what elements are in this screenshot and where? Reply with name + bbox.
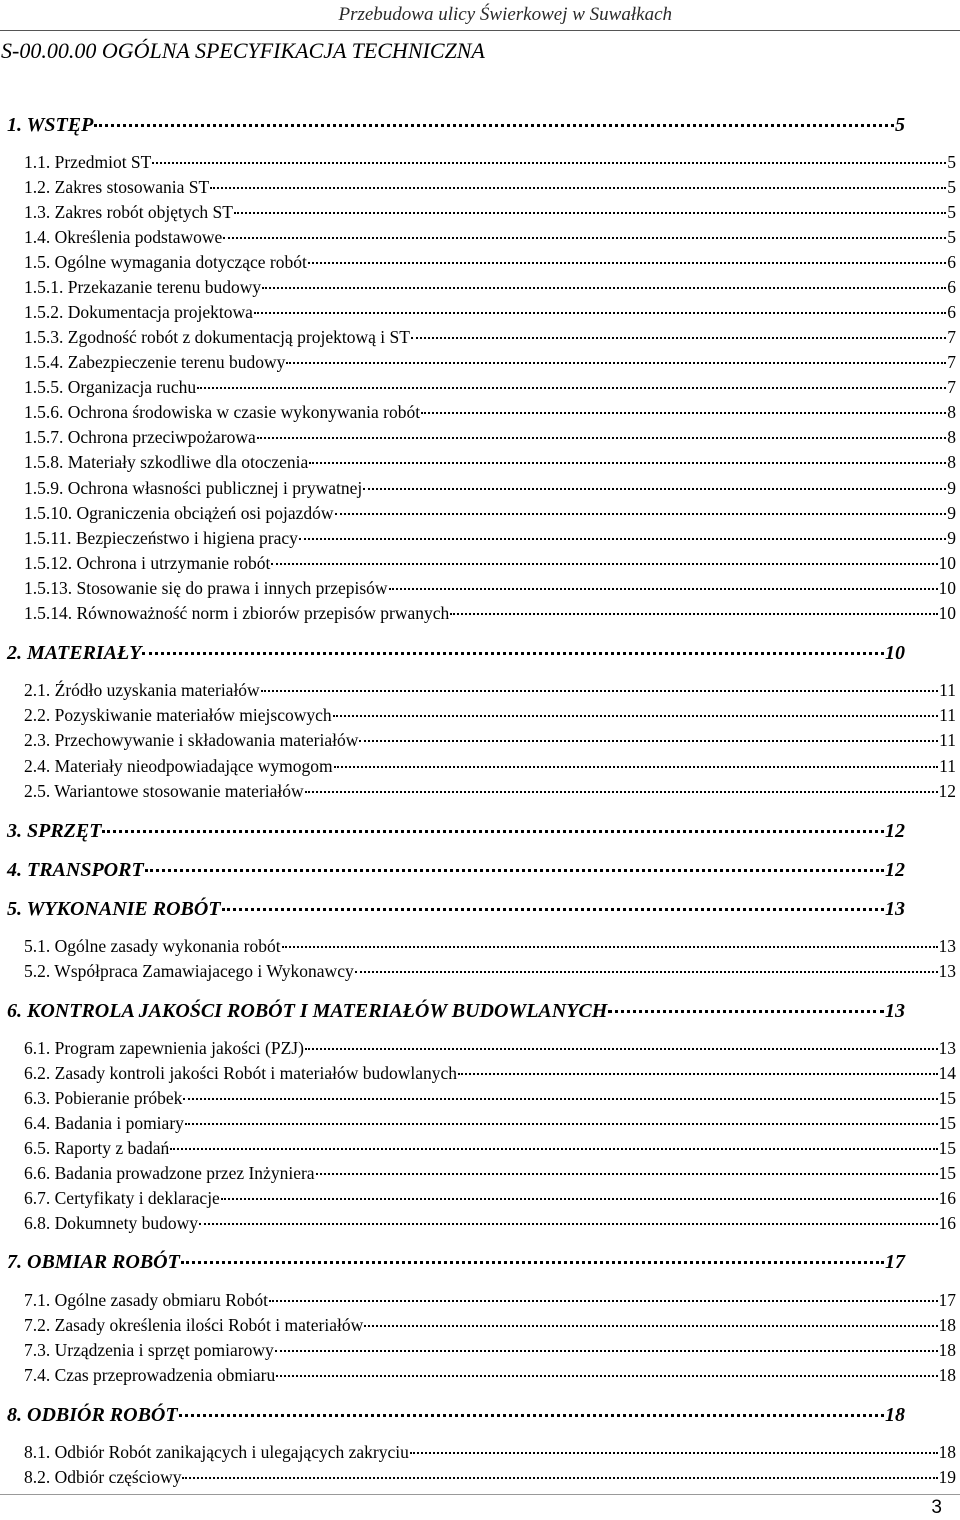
toc-leader-dots [170, 1148, 937, 1150]
toc-entry-page: 13 [938, 1038, 956, 1058]
toc-entry-title: 1.5.9. Ochrona własności publicznej i prywatnej [24, 478, 363, 498]
toc-entry-title: 6.4. Badania i pomiary [24, 1113, 184, 1133]
toc-entry-page: 16 [938, 1188, 956, 1208]
toc-entry[interactable] [24, 1063, 956, 1087]
toc-entry-title: 6.1. Program zapewnienia jakości (PZJ) [24, 1038, 304, 1058]
toc-entry[interactable] [24, 1188, 956, 1212]
toc-entry-page: 11 [939, 680, 956, 700]
toc-entry-page: 11 [939, 756, 956, 776]
toc-entry-page: 18 [938, 1442, 956, 1462]
toc-entry[interactable] [24, 680, 956, 704]
toc-entry[interactable] [24, 705, 956, 729]
toc-leader-dots [316, 1173, 938, 1175]
toc-entry-page: 7 [947, 327, 956, 347]
toc-entry-title: 2.3. Przechowywanie i składowania materiałów [24, 730, 359, 750]
toc-entry-title: 1.5.7. Ochrona przeciwpożarowa [24, 427, 256, 447]
toc-entry-page: 6 [947, 277, 956, 297]
toc-entry-title: 6.5. Raporty z badań [24, 1138, 170, 1158]
toc-entry-page: 6 [947, 252, 956, 272]
toc-entry-title: 2. MATERIAŁY [7, 642, 142, 664]
toc-entry[interactable] [24, 1365, 956, 1389]
toc-leader-dots [421, 412, 946, 414]
toc-leader-dots [308, 262, 946, 264]
toc-entry-title: 7. OBMIAR ROBÓT [7, 1251, 180, 1273]
toc-entry-page: 15 [938, 1163, 956, 1183]
toc-entry-page: 18 [885, 1404, 905, 1426]
document-title: S-00.00.00 OGÓLNA SPECYFIKACJA TECHNICZNA [1, 38, 485, 63]
toc-entry-page: 17 [938, 1290, 956, 1310]
toc-leader-dots [335, 513, 947, 515]
toc-leader-dots [276, 1375, 937, 1377]
toc-entry-title: 1.3. Zakres robót objętych ST [24, 202, 233, 222]
toc-entry-title: 2.2. Pozyskiwanie materiałów miejscowych [24, 705, 332, 725]
toc-entry-page: 8 [947, 402, 956, 422]
toc-leader-dots [152, 162, 946, 164]
toc-entry-page: 14 [938, 1063, 956, 1083]
toc-entry-title: 1.5.12. Ochrona i utrzymanie robót [24, 553, 271, 573]
toc-entry-title: 1.5.6. Ochrona środowiska w czasie wykonywania robót [24, 402, 421, 422]
toc-leader-dots [282, 946, 938, 948]
toc-chapter-entry[interactable] [7, 1000, 905, 1023]
toc-entry-title: 1. WSTĘP [7, 114, 94, 136]
toc-entry-page: 18 [938, 1315, 956, 1335]
toc-leader-dots [334, 766, 939, 768]
toc-leader-dots [410, 1452, 938, 1454]
toc-leader-dots [363, 488, 946, 490]
toc-entry-page: 17 [885, 1251, 905, 1273]
toc-entry-page: 15 [938, 1138, 956, 1158]
toc-entry[interactable] [24, 252, 956, 276]
toc-entry-title: 1.5.3. Zgodność robót z dokumentacją projektową i ST [24, 327, 410, 347]
toc-entry-page: 13 [885, 898, 905, 920]
toc-entry-title: 6.7. Certyfikaty i deklaracje [24, 1188, 220, 1208]
toc-entry-title: 1.2. Zakres stosowania ST [24, 177, 210, 197]
toc-entry[interactable] [24, 327, 956, 351]
toc-leader-dots [271, 563, 937, 565]
toc-entry-page: 5 [947, 227, 956, 247]
toc-leader-dots [223, 237, 946, 239]
toc-leader-dots [142, 652, 884, 655]
toc-entry-title: 7.1. Ogólne zasady obmiaru Robót [24, 1290, 268, 1310]
toc-entry[interactable] [24, 603, 956, 627]
toc-leader-dots [305, 791, 938, 793]
toc-entry-page: 13 [938, 936, 956, 956]
toc-entry-page: 9 [947, 528, 956, 548]
toc-entry-title: 1.5.8. Materiały szkodliwe dla otoczenia [24, 452, 309, 472]
toc-entry[interactable] [24, 1038, 956, 1062]
toc-entry-title: 8.1. Odbiór Robót zanikających i ulegających zakryciu [24, 1442, 409, 1462]
toc-entry[interactable] [24, 1163, 956, 1187]
toc-entry-page: 12 [885, 820, 905, 842]
toc-chapter-entry[interactable] [7, 859, 905, 882]
toc-leader-dots [450, 613, 937, 615]
toc-leader-dots [102, 830, 884, 833]
toc-leader-dots [364, 1325, 937, 1327]
toc-entry[interactable] [24, 377, 956, 401]
toc-entry[interactable] [24, 227, 956, 251]
toc-entry-page: 9 [947, 478, 956, 498]
header-divider [0, 30, 960, 31]
toc-entry-page: 10 [938, 603, 956, 623]
toc-entry-page: 5 [947, 152, 956, 172]
toc-leader-dots [222, 908, 884, 911]
toc-entry-page: 7 [947, 377, 956, 397]
toc-entry-title: 1.5.5. Organizacja ruchu [24, 377, 197, 397]
toc-entry-page: 18 [938, 1365, 956, 1385]
toc-leader-dots [182, 1477, 937, 1479]
toc-entry-page: 13 [885, 1000, 905, 1022]
toc-entry-page: 9 [947, 503, 956, 523]
toc-entry-title: 6.6. Badania prowadzone przez Inżyniera [24, 1163, 315, 1183]
toc-leader-dots [262, 287, 946, 289]
toc-leader-dots [210, 187, 946, 189]
toc-entry-page: 18 [938, 1340, 956, 1360]
toc-entry[interactable] [24, 478, 956, 502]
toc-entry-page: 11 [939, 730, 956, 750]
toc-entry[interactable] [24, 1315, 956, 1339]
toc-entry-title: 2.5. Wariantowe stosowanie materiałów [24, 781, 304, 801]
toc-entry[interactable] [24, 961, 956, 985]
toc-leader-dots [221, 1198, 938, 1200]
toc-entry-title: 1.5. Ogólne wymagania dotyczące robót [24, 252, 307, 272]
toc-entry[interactable] [24, 1113, 956, 1137]
toc-leader-dots [257, 437, 946, 439]
running-header: Przebudowa ulicy Świerkowej w Suwałkach [338, 4, 672, 25]
toc-entry-title: 1.5.1. Przekazanie terenu budowy [24, 277, 262, 297]
toc-leader-dots [359, 740, 938, 742]
toc-entry[interactable] [24, 1290, 956, 1314]
toc-leader-dots [305, 1048, 938, 1050]
toc-entry-page: 6 [947, 302, 956, 322]
toc-leader-dots [183, 1098, 937, 1100]
toc-entry[interactable] [24, 277, 956, 301]
toc-chapter-entry[interactable] [7, 114, 905, 137]
toc-entry-title: 6. KONTROLA JAKOŚCI ROBÓT I MATERIAŁÓW BUDOWLANYCH [7, 1000, 608, 1022]
toc-chapter-entry[interactable] [7, 820, 905, 843]
toc-entry[interactable] [24, 352, 956, 376]
toc-entry-title: 1.5.10. Ograniczenia obciążeń osi pojazdów [24, 503, 334, 523]
toc-leader-dots [199, 1223, 937, 1225]
toc-entry-page: 19 [938, 1467, 956, 1487]
toc-entry-page: 8 [947, 452, 956, 472]
toc-entry-title: 1.5.4. Zabezpieczenie terenu budowy [24, 352, 286, 372]
toc-leader-dots [197, 387, 946, 389]
toc-leader-dots [299, 538, 946, 540]
toc-leader-dots [608, 1010, 884, 1013]
toc-entry-title: 1.5.11. Bezpieczeństwo i higiena pracy [24, 528, 298, 548]
toc-entry-title: 8. ODBIÓR ROBÓT [7, 1404, 178, 1426]
toc-entry-title: 1.5.13. Stosowanie się do prawa i innych przepisów [24, 578, 388, 598]
toc-entry-title: 7.2. Zasady określenia ilości Robót i materiałów [24, 1315, 364, 1335]
toc-entry-title: 7.4. Czas przeprowadzenia obmiaru [24, 1365, 276, 1385]
toc-entry[interactable] [24, 302, 956, 326]
toc-entry[interactable] [24, 1340, 956, 1364]
toc-entry-page: 10 [885, 642, 905, 664]
toc-entry[interactable] [24, 1088, 956, 1112]
toc-entry-page: 5 [947, 177, 956, 197]
toc-leader-dots [309, 462, 946, 464]
toc-leader-dots [458, 1073, 937, 1075]
toc-leader-dots [411, 337, 946, 339]
toc-entry-title: 1.1. Przedmiot ST [24, 152, 152, 172]
toc-leader-dots [181, 1261, 884, 1264]
toc-chapter-entry[interactable] [7, 642, 905, 665]
toc-leader-dots [234, 212, 946, 214]
toc-entry[interactable] [24, 503, 956, 527]
toc-entry[interactable] [24, 402, 956, 426]
toc-entry[interactable] [24, 936, 956, 960]
toc-entry-page: 5 [947, 202, 956, 222]
toc-entry[interactable] [24, 781, 956, 805]
toc-entry-title: 4. TRANSPORT [7, 859, 144, 881]
toc-entry-title: 3. SPRZĘT [7, 820, 102, 842]
toc-entry-page: 10 [938, 553, 956, 573]
toc-entry-title: 6.3. Pobieranie próbek [24, 1088, 183, 1108]
toc-entry-title: 1.5.14. Równoważność norm i zbiorów przepisów prwanych [24, 603, 450, 623]
toc-entry-page: 12 [938, 781, 956, 801]
toc-entry[interactable] [24, 756, 956, 780]
toc-entry-page: 13 [938, 961, 956, 981]
toc-entry[interactable] [24, 1442, 956, 1466]
toc-entry-page: 5 [895, 114, 905, 136]
page-number: 3 [931, 1497, 942, 1518]
toc-chapter-entry[interactable] [7, 898, 905, 921]
toc-entry-page: 7 [947, 352, 956, 372]
toc-entry[interactable] [24, 452, 956, 476]
toc-entry[interactable] [24, 553, 956, 577]
toc-entry-title: 1.5.2. Dokumentacja projektowa [24, 302, 253, 322]
toc-entry-title: 1.4. Określenia podstawowe [24, 227, 223, 247]
toc-entry-title: 5. WYKONANIE ROBÓT [7, 898, 221, 920]
toc-entry[interactable] [24, 1213, 956, 1237]
toc-chapter-entry[interactable] [7, 1251, 905, 1274]
toc-entry-title: 6.8. Dokumnety budowy [24, 1213, 199, 1233]
toc-leader-dots [185, 1123, 938, 1125]
toc-leader-dots [355, 971, 938, 973]
toc-entry-title: 5.1. Ogólne zasady wykonania robót [24, 936, 281, 956]
toc-entry[interactable] [24, 528, 956, 552]
toc-entry-page: 10 [938, 578, 956, 598]
toc-leader-dots [286, 362, 946, 364]
toc-entry[interactable] [24, 152, 956, 176]
toc-entry[interactable] [24, 1467, 956, 1491]
toc-entry-title: 5.2. Współpraca Zamawiajacego i Wykonawcy [24, 961, 354, 981]
toc-entry[interactable] [24, 202, 956, 226]
toc-entry-page: 16 [938, 1213, 956, 1233]
toc-entry-page: 15 [938, 1088, 956, 1108]
toc-entry[interactable] [24, 1138, 956, 1162]
toc-leader-dots [333, 715, 939, 717]
toc-leader-dots [389, 588, 938, 590]
toc-leader-dots [145, 869, 884, 872]
toc-entry-page: 12 [885, 859, 905, 881]
toc-leader-dots [261, 690, 938, 692]
toc-entry-page: 11 [939, 705, 956, 725]
toc-leader-dots [275, 1350, 938, 1352]
toc-leader-dots [254, 312, 946, 314]
toc-entry[interactable] [24, 427, 956, 451]
toc-entry-title: 8.2. Odbiór częściowy [24, 1467, 182, 1487]
toc-leader-dots [269, 1300, 938, 1302]
toc-chapter-entry[interactable] [7, 1404, 905, 1427]
footer-divider [0, 1494, 960, 1495]
toc-leader-dots [94, 124, 894, 127]
toc-entry[interactable] [24, 578, 956, 602]
toc-leader-dots [179, 1414, 884, 1417]
toc-entry-title: 2.1. Źródło uzyskania materiałów [24, 680, 260, 700]
toc-entry-title: 6.2. Zasady kontroli jakości Robót i materiałów budowlanych [24, 1063, 458, 1083]
toc-entry-title: 7.3. Urządzenia i sprzęt pomiarowy [24, 1340, 274, 1360]
toc-entry-page: 8 [947, 427, 956, 447]
toc-entry[interactable] [24, 177, 956, 201]
toc-entry-title: 2.4. Materiały nieodpowiadające wymogom [24, 756, 333, 776]
toc-entry[interactable] [24, 730, 956, 754]
toc-entry-page: 15 [938, 1113, 956, 1133]
